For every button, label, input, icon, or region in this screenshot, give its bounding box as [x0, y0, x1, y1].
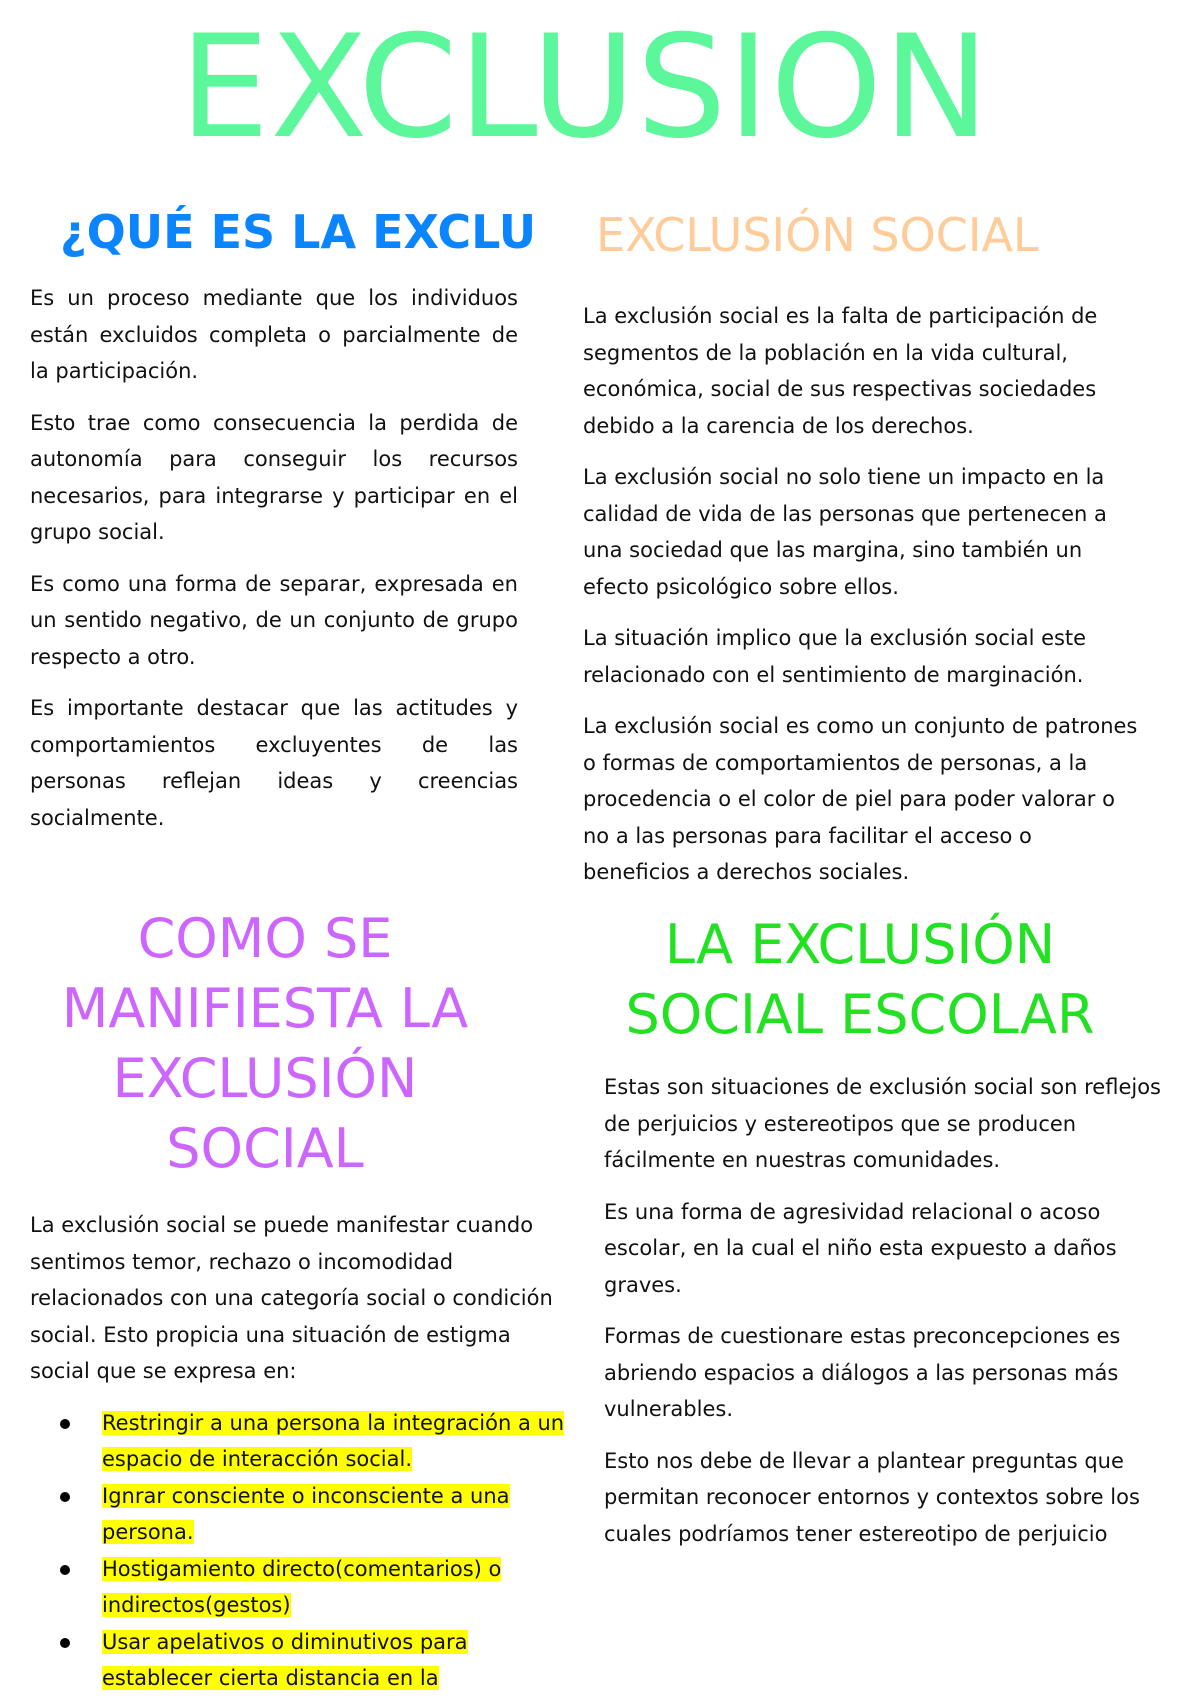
exclusion-social-paragraph: La situación implico que la exclusión social este relacionado con el sentimiento de marginación.: [583, 626, 1087, 687]
que-es-paragraph: Esto trae como consecuencia la perdida de autonomía para conseguir los recursos necesarios, para integrarse y participar en el grupo social.: [30, 410, 518, 544]
list-item: [30, 1551, 570, 1624]
exclusion-social-body: [583, 298, 1143, 906]
exclusion-social-paragraph: La exclusión social no solo tiene un impacto en la calidad de vida de las personas que pertenecen a una sociedad que las margina, sino también un efecto psicológico sobre ellos.: [583, 465, 1107, 599]
escolar-heading: LA EXCLUSIÓN SOCIAL ESCOLAR: [625, 913, 1095, 1046]
escolar-paragraph: Estas son situaciones de exclusión social son reflejos de perjuicios y estereotipos que se producen fácilmente en nuestras comunidades.: [604, 1075, 1161, 1172]
que-es-heading: ¿QUÉ ES LA EXCLU: [60, 205, 537, 259]
que-es-paragraph: Es importante destacar que las actitudes y comportamientos excluyentes de las personas reflejan ideas y creencias socialmente.: [30, 696, 518, 830]
escolar-body: [604, 1069, 1164, 1567]
exclusion-social-paragraph: La exclusión social es como un conjunto de patrones o formas de comportamientos de personas, a la procedencia o el color de piel para poder valorar o no a las personas para facilitar el acceso o beneficios a derechos sociales.: [583, 714, 1138, 884]
page-title: EXCLUSION: [179, 5, 991, 170]
escolar-paragraph: Formas de cuestionare estas preconcepciones es abriendo espacios a diálogos a las personas más vulnerables.: [604, 1324, 1121, 1421]
list-item: [30, 1624, 570, 1697]
que-es-paragraph: Es como una forma de separar, expresada en un sentido negativo, de un conjunto de grupo respecto a otro.: [30, 571, 518, 669]
list-item: [30, 1405, 570, 1478]
bullet-icon: [60, 1565, 70, 1575]
escolar-paragraph: Es una forma de agresividad relacional o acoso escolar, en la cual el niño esta expuesto a daños graves.: [604, 1199, 1117, 1297]
list-item: [30, 1478, 570, 1551]
bullet-text: Restringir a una persona la integración a un espacio de interacción social.: [102, 1410, 565, 1471]
como-se-manifiesta-heading: COMO SE MANIFIESTA LA EXCLUSIÓN SOCIAL: [61, 907, 469, 1180]
como-se-manifiesta-body: [30, 1207, 570, 1697]
que-es-paragraph: Es un proceso mediante que los individuos están excluidos completa o parcialmente de la participación.: [30, 286, 518, 383]
exclusion-social-paragraph: La exclusión social es la falta de participación de segmentos de la población en la vida cultural, económica, social de sus respectivas sociedades debido a la carencia de los derechos.: [583, 304, 1098, 438]
bullet-text: Usar apelativos o diminutivos para establecer cierta distancia en la: [102, 1629, 468, 1690]
como-se-manifiesta-intro: La exclusión social se puede manifestar cuando sentimos temor, rechazo o incomodidad relacionados con una categoría social o condición social. Esto propicia una situación de estigma social que se expresa en:: [30, 1213, 553, 1383]
bullet-icon: [60, 1492, 70, 1502]
escolar-paragraph: Esto nos debe de llevar a plantear preguntas que permitan reconocer entornos y contextos sobre los cuales podríamos tener estereotipo de perjuicio: [604, 1448, 1140, 1546]
bullet-text: Ignrar consciente o inconsciente a una persona.: [102, 1483, 510, 1544]
exclusion-social-heading: EXCLUSIÓN SOCIAL: [596, 208, 1039, 262]
bullet-icon: [60, 1638, 70, 1648]
bullet-text: Hostigamiento directo(comentarios) o indirectos(gestos): [102, 1556, 502, 1617]
stigma-bullet-list: [30, 1405, 570, 1697]
que-es-body: [30, 280, 518, 851]
bullet-icon: [60, 1419, 70, 1429]
